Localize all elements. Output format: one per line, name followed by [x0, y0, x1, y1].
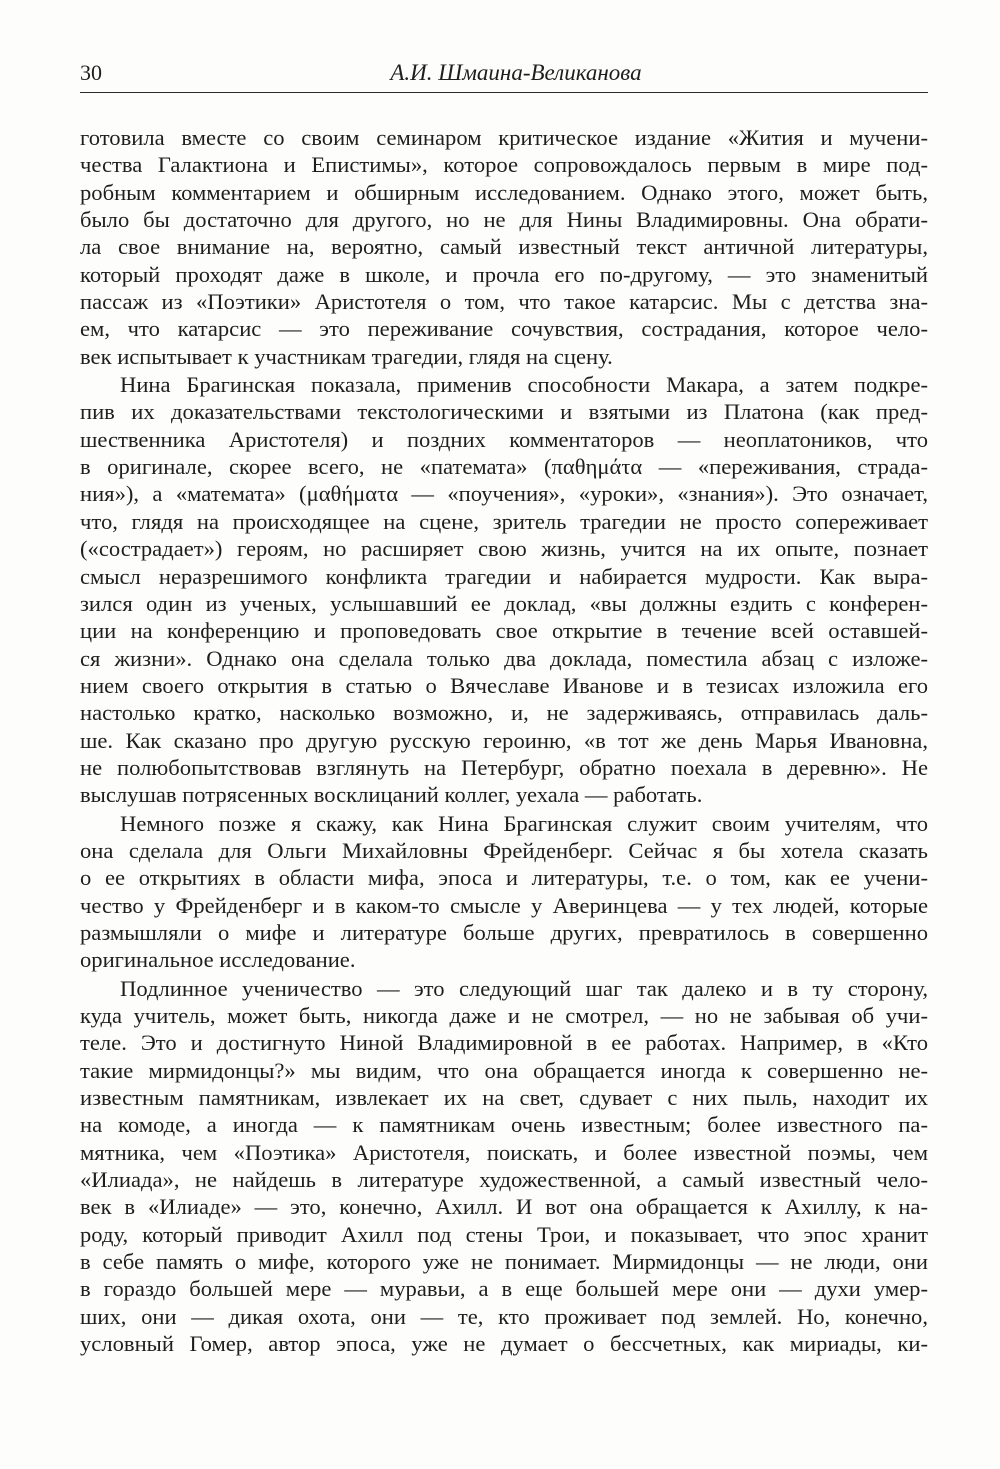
- text-line: на комоде, а иногда — к памятникам очень известным; более известного па-: [80, 1112, 928, 1138]
- text-line: куда учитель, может быть, никогда даже и не смотрел, — но не забывая об учи-: [80, 1003, 928, 1028]
- running-head: [80, 56, 928, 93]
- text-line: («сострадает») героям, но расширяет свою жизнь, учится на их опыте, познает: [80, 536, 928, 562]
- body-text: [80, 124, 928, 1357]
- text-line: в себе память о мифе, которого уже не понимает. Мирмидонцы — не люди, они: [80, 1249, 928, 1275]
- text-line: известным памятникам, извлекает их на свет, сдувает с них пыль, находит их: [80, 1085, 928, 1111]
- text-line: который проходят даже в школе, и прочла его по-другому, — это знаменитый: [80, 261, 928, 287]
- text-line: робным комментарием и обширным исследованием. Однако этого, может быть,: [80, 179, 928, 205]
- text-line: роду, который приводит Ахилл под стены Трои, и показывает, что эпос хранит: [80, 1221, 928, 1247]
- text-line: чества Галактиона и Епистимы», которое сопровождалось первым в мире под-: [80, 152, 928, 178]
- text-line: зился один из ученых, услышавший ее доклад, «вы должны ездить с конферен-: [80, 590, 928, 616]
- text-line: теле. Это и достигнуто Ниной Владимировной в ее работах. Например, в «Кто: [80, 1030, 928, 1056]
- text-line: век в «Илиаде» — это, конечно, Ахилл. И вот она обращается к Ахиллу, к на-: [80, 1194, 928, 1220]
- text-line: готовила вместе со своим семинаром критическое издание «Жития и мучени-: [80, 125, 928, 150]
- text-line: условный Гомер, автор эпоса, уже не думает о бессчетных, как мириады, ки-: [80, 1331, 928, 1357]
- text-line: ции на конференцию и проповедовать свое открытие в течение всей оставшей-: [80, 618, 928, 644]
- text-line: в оригинале, скорее всего, не «патемата» (παθημάτα — «переживания, страда-: [80, 454, 928, 480]
- text-line: шественника Аристотеля) и поздних комментаторов — неоплатоников, что: [80, 426, 928, 452]
- text-line: ем, что катарсис — это переживание сочувствия, сострадания, которое чело-: [80, 316, 928, 342]
- text-line: ния»), а «математа» (μαθήματα — «поучения», «уроки», «знания»). Это означает,: [80, 481, 928, 507]
- text-line: век испытывает к участникам трагедии, глядя на сцену.: [80, 343, 613, 369]
- text-line: пассаж из «Поэтики» Аристотеля о том, что такое катарсис. Мы с детства зна-: [80, 289, 928, 315]
- text-line: настолько кратко, насколько возможно, и, не задерживаясь, отправилась даль-: [80, 700, 928, 726]
- text-line: в гораздо большей мере — муравьи, а в еще большей мере они — духи умер-: [80, 1276, 928, 1302]
- paragraph: [80, 371, 928, 809]
- paragraph: [80, 810, 928, 974]
- text-line: Подлинное ученичество — это следующий шаг так далеко и в ту сторону,: [120, 975, 928, 1001]
- text-line: Немного позже я скажу, как Нина Брагинская служит своим учителям, что: [120, 810, 928, 836]
- paragraph: [80, 975, 928, 1358]
- text-line: она сделала для Ольги Михайловны Фрейденберг. Сейчас я бы хотела сказать: [80, 837, 928, 863]
- text-line: ше. Как сказано про другую русскую героиню, «в тот же день Марья Ивановна,: [80, 727, 928, 753]
- text-line: «Илиада», не найдешь в литературе художественной, а самый известный чело-: [80, 1167, 928, 1193]
- text-line: выслушав потрясенных восклицаний коллег, уехала — работать.: [80, 782, 703, 808]
- text-line: Нина Брагинская показала, применив способности Макара, а затем подкре-: [120, 372, 928, 398]
- running-title: А.И. Шмаина-Великанова: [390, 60, 642, 85]
- text-line: смысл неразрешимого конфликта трагедии и набирается мудрости. Как выра-: [80, 563, 928, 589]
- text-line: не полюбопытствовав взглянуть на Петербург, обратно поехала в деревню». Не: [80, 754, 928, 780]
- text-line: мятника, чем «Поэтика» Аристотеля, поискать, и более известной поэмы, чем: [80, 1139, 928, 1165]
- text-line: такие мирмидонцы?» мы видим, что она обращается иногда к совершенно не-: [80, 1057, 928, 1083]
- text-line: ся жизни». Однако она сделала только два доклада, поместила абзац с изложе-: [80, 645, 928, 671]
- text-line: чество у Фрейденберг и в каком-то смысле у Аверинцева — у тех людей, которые: [80, 892, 928, 918]
- text-line: размышляли о мифе и литературе больше других, превратилось в совершенно: [80, 919, 928, 945]
- text-line: о ее открытиях в области мифа, эпоса и литературы, т.е. о том, как ее учени-: [80, 865, 928, 891]
- text-line: ших, они — дикая охота, они — те, кто проживает под землей. Но, конечно,: [80, 1303, 928, 1329]
- page-number: 30: [80, 60, 102, 85]
- text-line: что, глядя на происходящее на сцене, зритель трагедии не просто сопереживает: [80, 508, 928, 534]
- paragraph: [80, 124, 928, 370]
- text-line: пив их доказательствами текстологическими и взятыми из Платона (как пред-: [80, 399, 928, 425]
- text-line: нием своего открытия в статью о Вячеславе Иванове и в тезисах изложила его: [80, 672, 928, 698]
- text-line: ла свое внимание на, вероятно, самый известный текст античной литературы,: [80, 234, 928, 260]
- text-line: было бы достаточно для другого, но не для Нины Владимировны. Она обрати-: [80, 207, 928, 233]
- text-line: оригинальное исследование.: [80, 947, 356, 973]
